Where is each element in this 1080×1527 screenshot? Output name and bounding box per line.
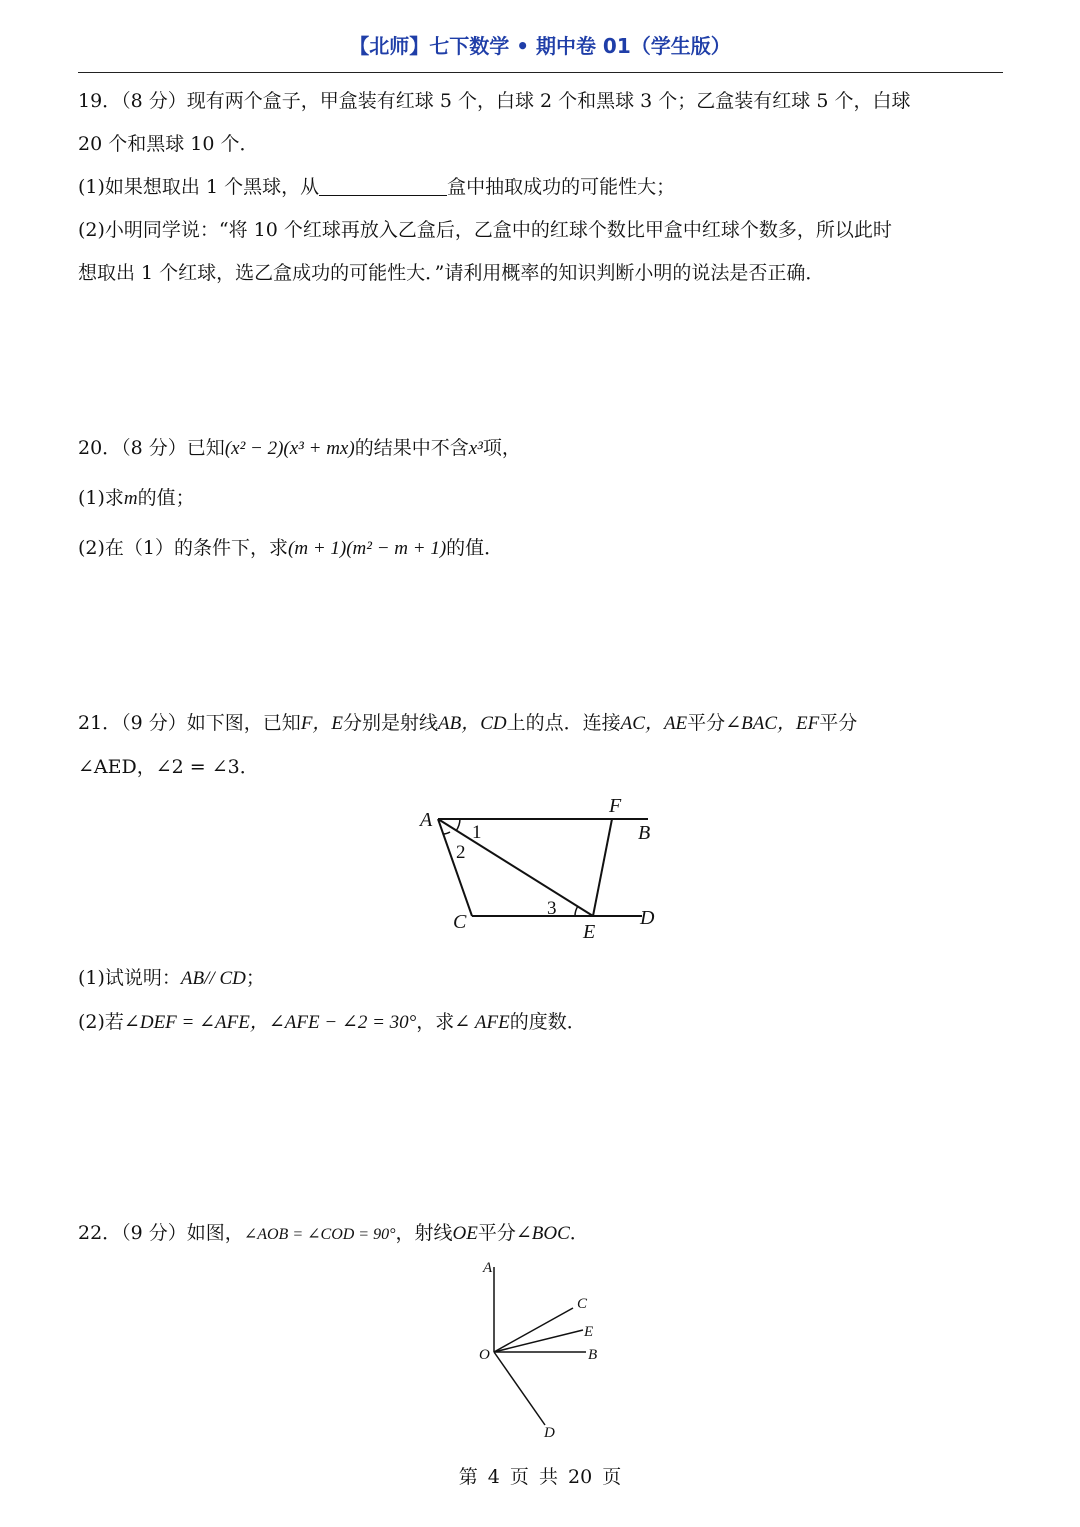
q20-part2-b: 的值． [446, 537, 504, 559]
q20-term: x³ [468, 438, 483, 459]
header-rule [78, 72, 1003, 73]
angle-3-arc [575, 906, 578, 916]
ray-od [494, 1352, 545, 1425]
label-c: C [453, 911, 467, 933]
q21-part2 [78, 1007, 586, 1034]
label-a: A [420, 809, 433, 831]
label-o: O [479, 1347, 490, 1363]
q22-stem [78, 1218, 589, 1245]
q19-part1-after: 盒中抽取成功的可能性大； [447, 176, 676, 198]
q21-part2-b: ，求 [416, 1011, 455, 1033]
q21-l1-e: 平分 [819, 712, 858, 734]
angle-1-label: 1 [472, 822, 482, 843]
q20-stem [78, 433, 521, 460]
label-e: E [583, 921, 596, 943]
angle-3-label: 3 [547, 898, 557, 919]
q20-part1-var: m [123, 488, 138, 509]
q21-l1-bac: ∠BAC，EF [725, 713, 820, 734]
q20-part2 [78, 533, 503, 560]
label-c: C [577, 1296, 588, 1312]
label-e: E [584, 1324, 594, 1340]
q20-part1-a: (1)求 [78, 487, 124, 509]
q21-part2-math: ∠DEF = ∠AFE，∠AFE − ∠2 = 30° [123, 1012, 417, 1033]
q21-stem-line1 [78, 708, 857, 735]
q21-part2-a: (2)若 [78, 1011, 124, 1033]
ray-oe [494, 1330, 583, 1352]
segment-ef [593, 819, 612, 916]
q22-math: ∠AOB = ∠COD = 90° [243, 1226, 396, 1243]
q22-d: ． [569, 1222, 589, 1244]
q19-line1: 19．（8 分）现有两个盒子，甲盒装有红球 5 个，白球 2 个和黑球 3 个；乙盒装有红球 5 个，白球 [78, 90, 911, 112]
q19-part2-line1: (2)小明同学说：“将 10 个红球再放入乙盒后，乙盒中的红球个数比甲盒中红球个数多，所以此时 [78, 219, 892, 241]
q22-math2: OE [452, 1223, 478, 1244]
label-d: D [640, 907, 655, 929]
angle-2-arc [443, 832, 450, 834]
q21-l1-abcd: AB，CD [438, 713, 507, 734]
label-b: B [588, 1347, 598, 1363]
q21-l1-c: 上的点．连接 [506, 712, 621, 734]
q21-part1-b: ； [245, 967, 265, 989]
q22-figure [470, 1255, 620, 1445]
q22-math3: ∠BOC [515, 1223, 570, 1244]
q21-part2-math2: ∠ AFE [454, 1012, 510, 1033]
q21-part2-c: 的度数． [509, 1011, 586, 1033]
label-a: A [483, 1260, 493, 1276]
q21-part1-math: AB// CD [180, 968, 246, 989]
q20-suffix: 项， [482, 437, 521, 459]
segment-ae [438, 819, 593, 916]
page-header: 【北师】七下数学 • 期中卷 01（学生版） [349, 34, 731, 58]
answer-blank[interactable] [319, 177, 447, 196]
q21-part1 [78, 963, 265, 990]
q20-expression: (x² − 2)(x³ + mx) [224, 438, 355, 459]
q21-stem-line2: ∠AED，∠2 = ∠3． [78, 756, 259, 778]
q19-part1 [78, 172, 675, 199]
angle-1-arc [456, 819, 460, 831]
label-f: F [609, 795, 622, 817]
q20-part1 [78, 483, 195, 510]
q21-part1-a: (1)试说明： [78, 967, 181, 989]
page-footer: 第 4 页 共 20 页 [458, 1466, 622, 1488]
q21-l1-a: 21．（9 分）如下图，已知 [78, 712, 301, 734]
q20-part2-expr: (m + 1)(m² − m + 1) [288, 538, 447, 559]
q22-b: ，射线 [395, 1222, 453, 1244]
ray-oc [494, 1308, 573, 1352]
q21-l1-b: 分别是射线 [343, 712, 439, 734]
angle-2-label: 2 [456, 842, 466, 863]
q21-l1-ac: AC，AE [620, 713, 688, 734]
q19-part1-before: (1)如果想取出 1 个黑球，从 [78, 176, 320, 198]
q22-c: 平分 [477, 1222, 516, 1244]
q20-part1-b: 的值； [137, 487, 195, 509]
label-b: B [638, 822, 651, 844]
q20-part2-a: (2)在（1）的条件下，求 [78, 537, 289, 559]
q21-figure [410, 790, 680, 945]
q19-line2: 20 个和黑球 10 个． [78, 133, 259, 155]
q20-prefix: 20．（8 分）已知 [78, 437, 225, 459]
q20-mid: 的结果中不含 [354, 437, 469, 459]
q21-l1-fe: F，E [300, 713, 344, 734]
q22-a: 22．（9 分）如图， [78, 1222, 244, 1244]
q19-part2-line2: 想取出 1 个红球，选乙盒成功的可能性大．”请利用概率的知识判断小明的说法是否正确． [78, 262, 825, 284]
label-d: D [544, 1425, 555, 1441]
q21-l1-d: 平分 [687, 712, 726, 734]
